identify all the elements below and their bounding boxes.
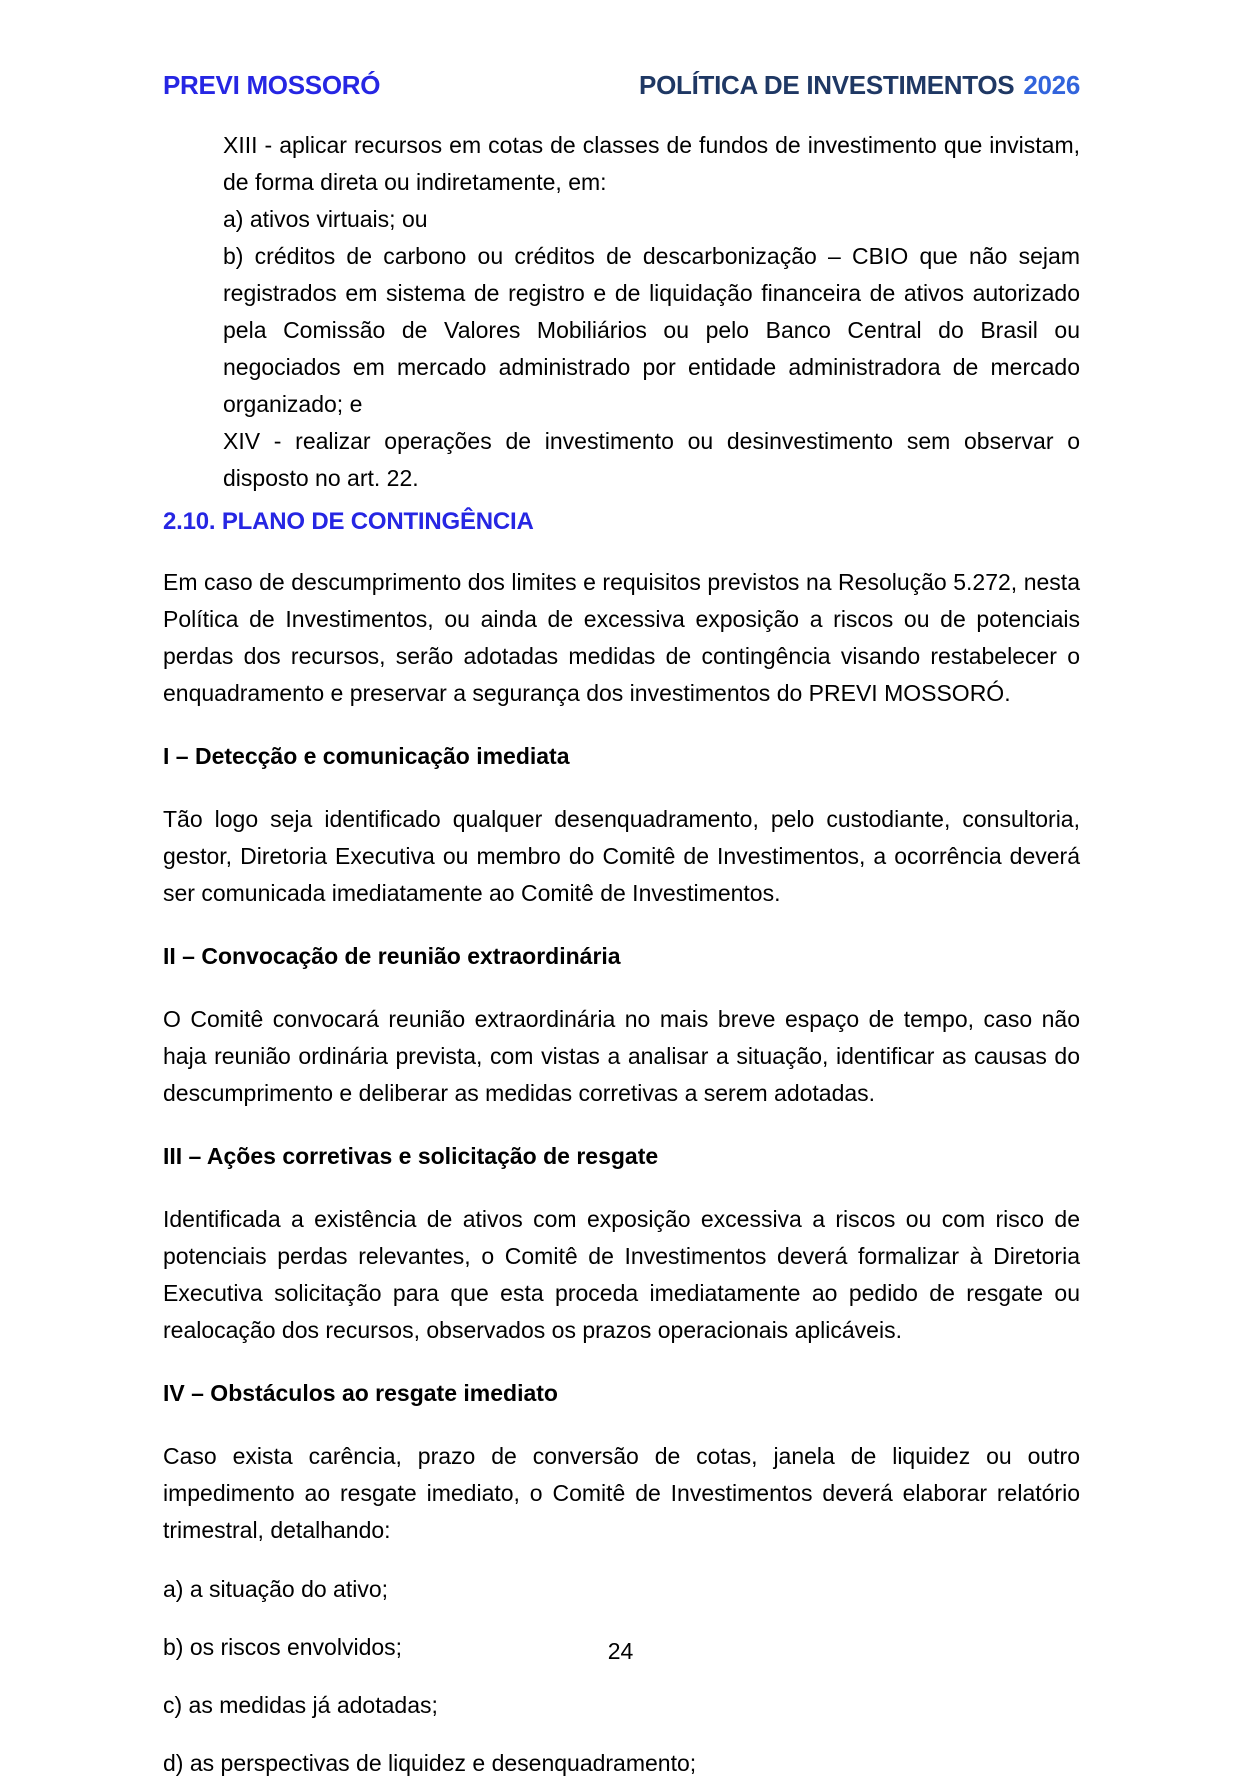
clause-xiii: XIII - aplicar recursos em cotas de classes de fundos de investimento que invistam, de forma direta ou indiretamente, em: <box>223 132 1080 195</box>
report-item-d: d) as perspectivas de liquidez e desenquadramento; <box>163 1750 697 1776</box>
page-header <box>163 70 1080 101</box>
clause-xiii-item-a: a) ativos virtuais; ou <box>223 206 428 232</box>
subheading-i-detection: I – Detecção e comunicação imediata <box>163 743 570 769</box>
header-right-title: POLÍTICA DE INVESTIMENTOS <box>639 70 1015 100</box>
report-item-a: a) a situação do ativo; <box>163 1576 389 1602</box>
subheading-iii-corrective-actions: III – Ações corretivas e solicitação de resgate <box>163 1143 659 1169</box>
page-number: 24 <box>607 1638 634 1664</box>
report-item-c: c) as medidas já adotadas; <box>163 1692 438 1718</box>
paragraph-obstacles: Caso exista carência, prazo de conversão de cotas, janela de liquidez ou outro impedimento ao resgate imediato, o Comitê de Investimentos deverá elaborar relatório trimestral, detalhando: <box>163 1443 1080 1543</box>
subheading-ii-convocation: II – Convocação de reunião extraordinária <box>163 943 621 969</box>
paragraph-corrective-actions: Identificada a existência de ativos com exposição excessiva a riscos ou com risco de potenciais perdas relevantes, o Comitê de Investimentos deverá formalizar à Diretoria Executiva solicitação para que esta proceda imediatamente ao pedido de resgate ou realocação dos recursos, observados os prazos operacionais aplicáveis. <box>163 1206 1080 1343</box>
paragraph-contingency-intro: Em caso de descumprimento dos limites e requisitos previstos na Resolução 5.272, nesta Política de Investimentos, ou ainda de excessiva exposição a riscos ou de potenciais perdas dos recursos, serão adotadas medidas de contingência visando restabelecer o enquadramento e preservar a segurança dos investimentos do PREVI MOSSORÓ. <box>163 569 1080 706</box>
page-footer <box>0 1638 1241 1665</box>
header-right-title-group <box>639 70 1080 101</box>
header-left-title: PREVI MOSSORÓ <box>163 70 381 100</box>
clause-xiv: XIV - realizar operações de investimento ou desinvestimento sem observar o disposto no art. 22. <box>223 428 1080 491</box>
page-content <box>163 101 1080 1782</box>
paragraph-convocation: O Comitê convocará reunião extraordinária no mais breve espaço de tempo, caso não haja reunião ordinária prevista, com vistas a analisar a situação, identificar as causas do descumprimento e deliberar as medidas corretivas a serem adotadas. <box>163 1006 1080 1106</box>
report-item-list <box>163 1571 1080 1782</box>
clause-xiii-item-b: b) créditos de carbono ou créditos de descarbonização – CBIO que não sejam registrados em sistema de registro e de liquidação financeira de ativos autorizado pela Comissão de Valores Mobiliários ou pelo Banco Central do Brasil ou negociados em mercado administrado por entidade administradora de mercado organizado; e <box>223 243 1080 417</box>
subheading-iv-obstacles: IV – Obstáculos ao resgate imediato <box>163 1380 558 1406</box>
section-heading-2-10: 2.10. PLANO DE CONTINGÊNCIA <box>163 508 534 535</box>
report-item-b: b) os riscos envolvidos; <box>163 1634 403 1660</box>
paragraph-detection: Tão logo seja identificado qualquer desenquadramento, pelo custodiante, consultoria, gestor, Diretoria Executiva ou membro do Comitê de Investimentos, a ocorrência deverá ser comunicada imediatamente ao Comitê de Investimentos. <box>163 806 1080 906</box>
header-right-year: 2026 <box>1023 70 1080 100</box>
